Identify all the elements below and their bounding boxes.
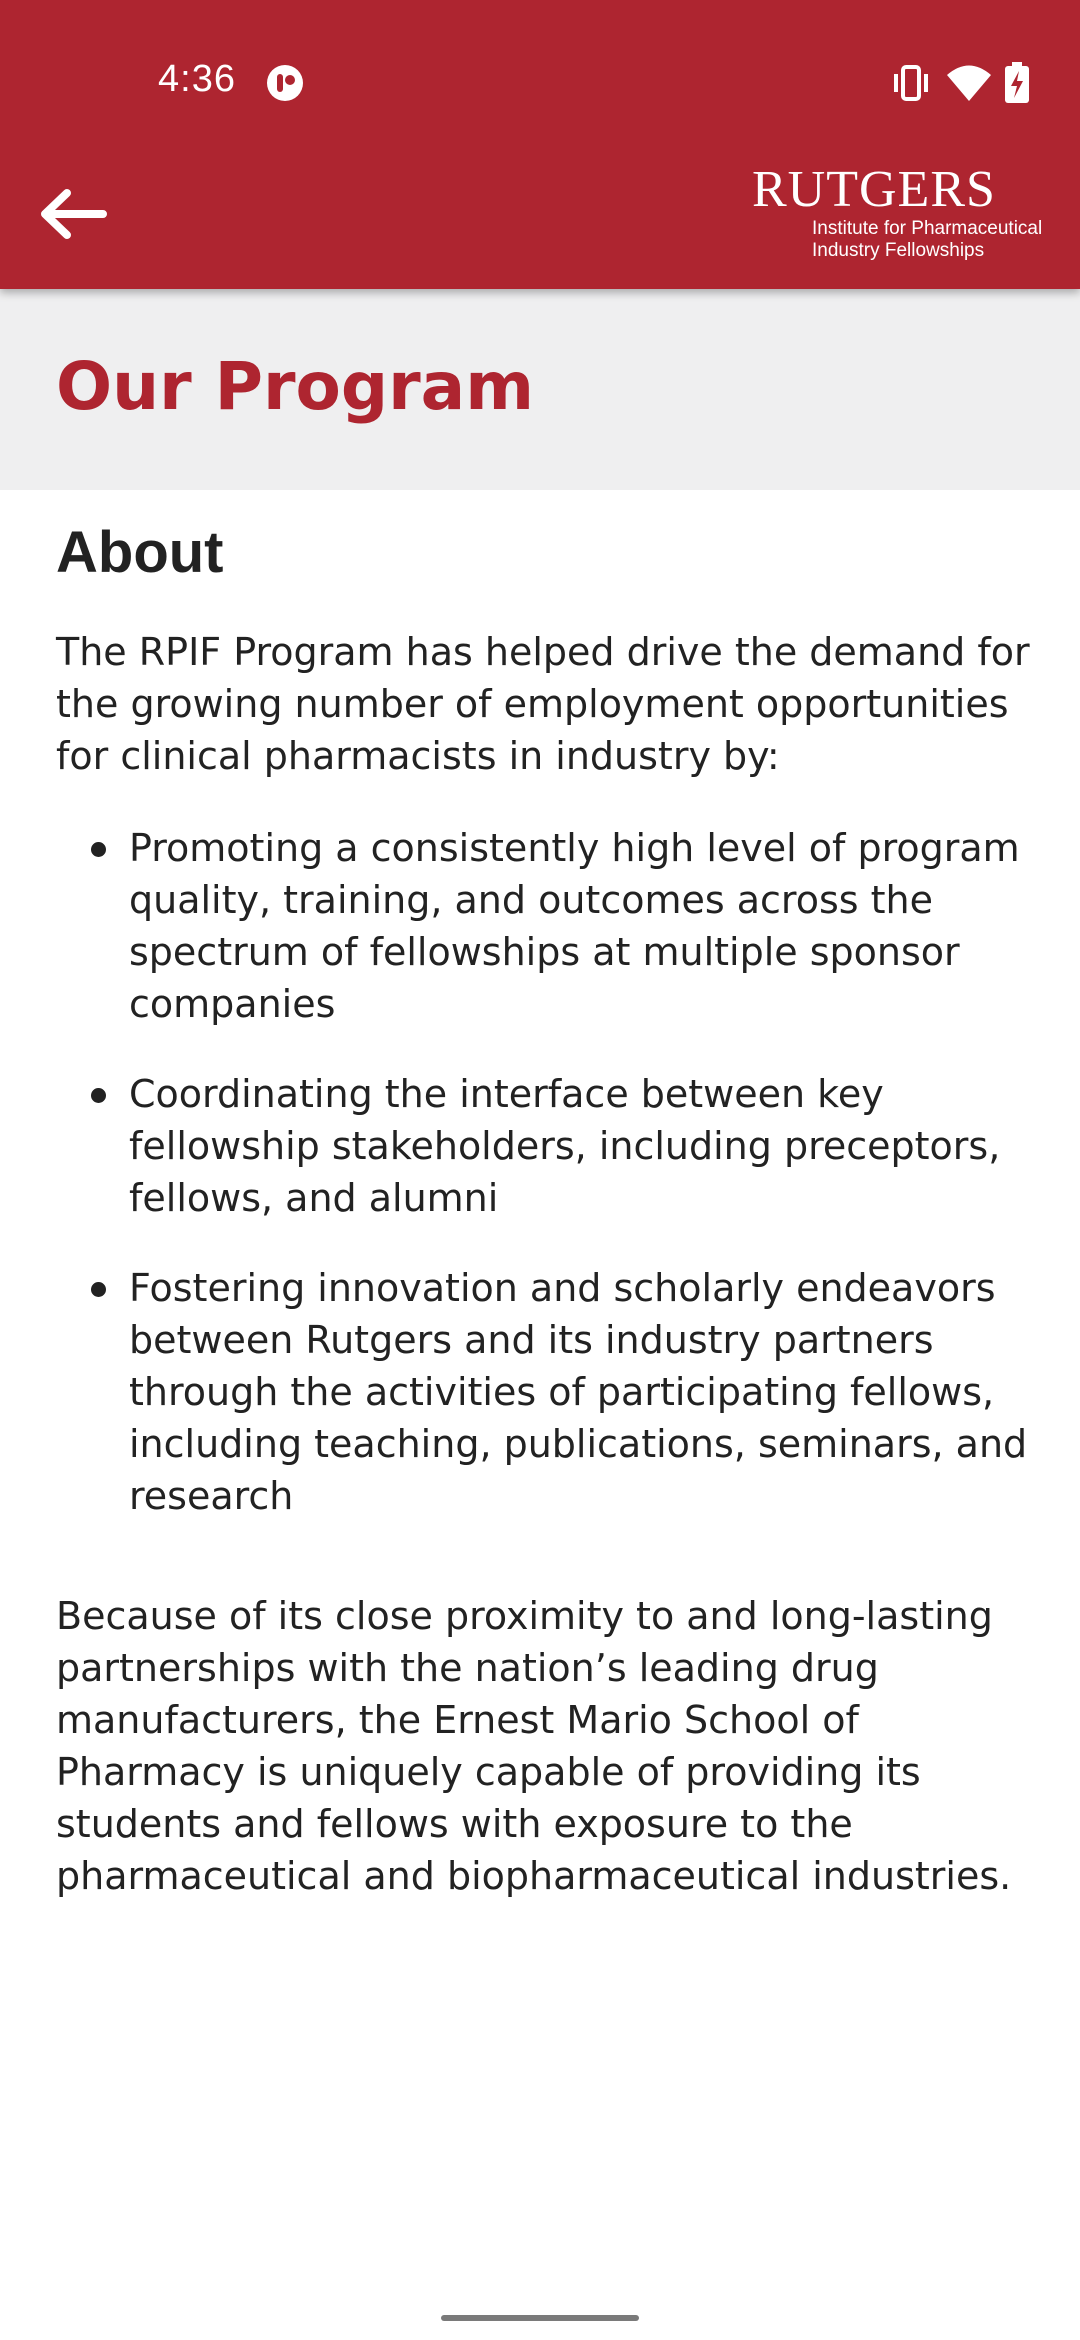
logo-subtitle <box>812 218 1042 262</box>
battery-charging-icon <box>1004 62 1030 104</box>
wifi-icon <box>946 62 992 104</box>
arrow-left-icon <box>37 189 107 239</box>
vibrate-icon <box>890 62 932 104</box>
list-item-text: Coordinating the interface between key fellowship stakeholders, including preceptors, fellows, and alumni <box>129 1072 1001 1220</box>
app-bar <box>0 0 1080 289</box>
rutgers-logo <box>750 158 1050 268</box>
about-content <box>56 490 1036 1902</box>
list-item <box>56 1068 1036 1224</box>
list-item <box>56 1262 1036 1522</box>
list-item-text: Promoting a consistently high level of program quality, training, and outcomes across the spectrum of fellowships at multiple sponsor companies <box>129 826 1020 1026</box>
intro-paragraph: The RPIF Program has helped drive the demand for the growing number of employment opportunities for clinical pharmacists in industry by: <box>56 630 1030 778</box>
status-time: 4:36 <box>158 58 236 100</box>
logo-subtitle-line: Institute for Pharmaceutical <box>812 218 1043 239</box>
bullet-dot-icon <box>91 842 106 857</box>
list-item-text: Fostering innovation and scholarly endeavors between Rutgers and its industry partners through the activities of participating fellows, including teaching, publications, seminars, and research <box>129 1266 1028 1518</box>
logo-subtitle-line: Industry Fellowships <box>812 240 985 261</box>
section-heading: About <box>56 520 224 585</box>
bullet-list <box>56 822 1036 1522</box>
gesture-nav-handle[interactable] <box>441 2315 639 2321</box>
bullet-dot-icon <box>91 1282 106 1297</box>
list-item <box>56 822 1036 1030</box>
bullet-dot-icon <box>91 1088 106 1103</box>
logo-wordmark: RUTGERS <box>752 161 996 218</box>
outro-paragraph: Because of its close proximity to and long-lasting partnerships with the nation’s leading drug manufacturers, the Ernest Mario School of Pharmacy is uniquely capable of providing its students and fellows with exposure to the pharmaceutical and biopharmaceutical industries. <box>56 1594 1012 1898</box>
app-notification-icon <box>266 64 304 102</box>
page-title-band <box>0 289 1080 490</box>
back-button[interactable] <box>32 178 112 250</box>
page-title: Our Program <box>56 348 534 425</box>
